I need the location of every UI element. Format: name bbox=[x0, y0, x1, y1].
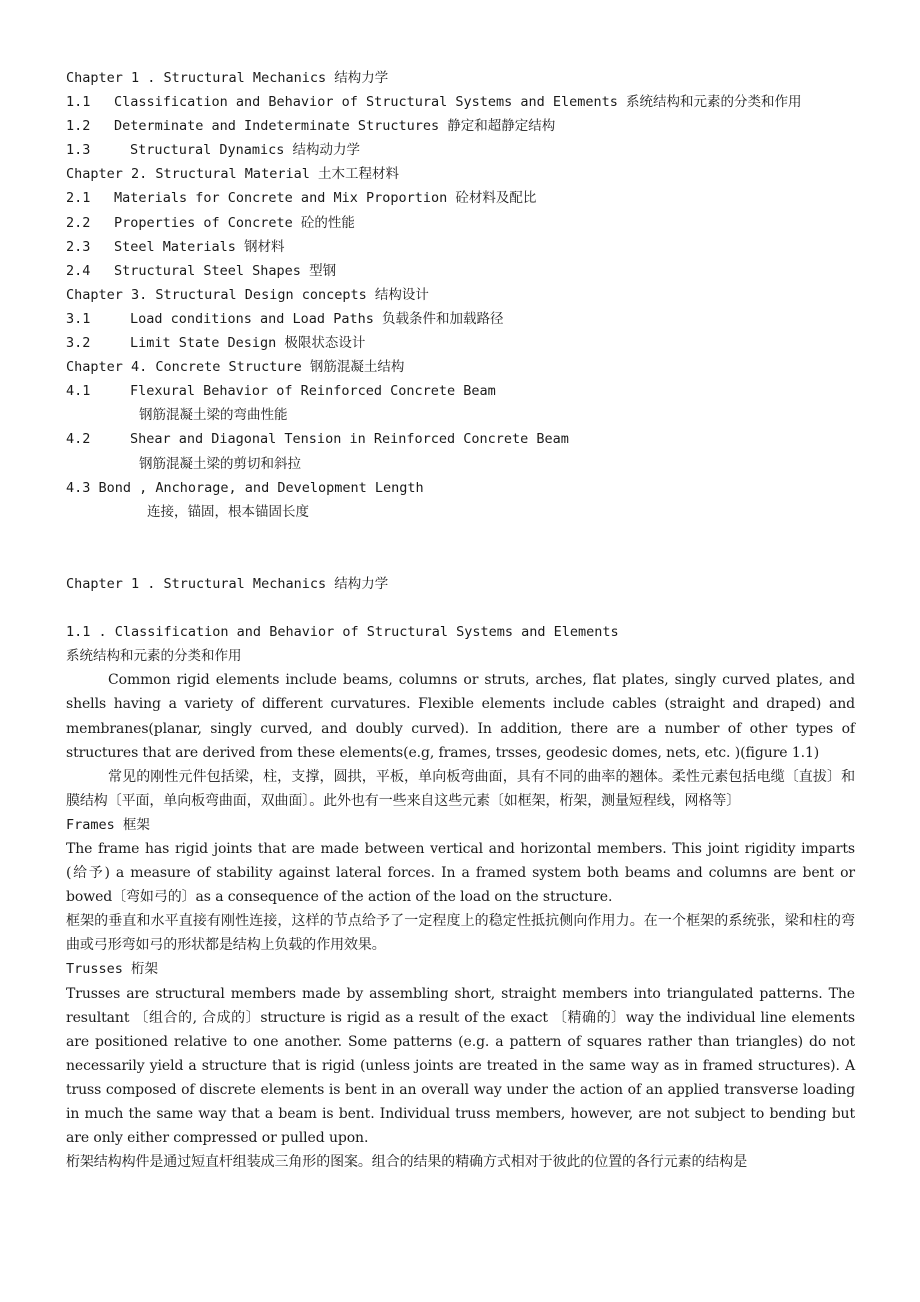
toc-num: 2.1 bbox=[66, 190, 91, 207]
toc-entry-2-2 bbox=[66, 211, 855, 235]
toc-entry-4-3-cn: 连接，锚固，根本锚固长度 bbox=[147, 503, 309, 520]
toc-num: 4.2 bbox=[66, 431, 91, 448]
toc-num: 2.4 bbox=[66, 262, 91, 279]
toc-entry-2-1 bbox=[66, 186, 855, 210]
toc-entry-3-2 bbox=[66, 331, 855, 355]
toc-label: Determinate and Indeterminate Structures 静定和超静定结构 bbox=[114, 118, 556, 135]
chapter-1-heading: Chapter 1 . Structural Mechanics 结构力学 bbox=[66, 575, 389, 592]
toc-entry-2-3 bbox=[66, 235, 855, 259]
toc-chapter-3: Chapter 3. Structural Design concepts 结构设计 bbox=[66, 286, 429, 303]
toc-num: 3.2 bbox=[66, 335, 91, 352]
toc-chapter-4: Chapter 4. Concrete Structure 钢筋混凝土结构 bbox=[66, 359, 405, 376]
toc-entry-4-2 bbox=[66, 427, 855, 451]
toc-label: Materials for Concrete and Mix Proportion 砼材料及配比 bbox=[114, 190, 537, 207]
spacer bbox=[66, 596, 855, 620]
toc-label: Properties of Concrete 砼的性能 bbox=[114, 214, 355, 231]
toc-entry-1-2 bbox=[66, 114, 855, 138]
toc-label: Structural Dynamics 结构动力学 bbox=[130, 142, 361, 159]
paragraph-trusses-cn: 桁架结构构件是通过短直杆组装成三角形的图案。组合的结果的精确方式相对于彼此的位置的各行元素的结构是 bbox=[66, 1154, 748, 1171]
toc-label: Flexural Behavior of Reinforced Concrete Beam bbox=[130, 383, 496, 400]
paragraph-frames-en: The frame has rigid joints that are made between vertical and horizontal members. This joint rigidity imparts (给予) a measure of stability against lateral forces. In a framed system both beams and columns are bent or bowed〔弯如弓的〕as a consequence of the action of the load on the structure. bbox=[66, 841, 855, 906]
toc-entry-3-1 bbox=[66, 307, 855, 331]
toc-label: Classification and Behavior of Structural Systems and Elements 系统结构和元素的分类和作用 bbox=[114, 94, 802, 111]
toc-entry-4-2-cn: 钢筋混凝土梁的剪切和斜拉 bbox=[139, 455, 301, 472]
toc-chapter-1: Chapter 1 . Structural Mechanics 结构力学 bbox=[66, 70, 389, 86]
paragraph-trusses-en: Trusses are structural members made by assembling short, straight members into triangulated patterns. The resultant 〔组合的, 合成的〕structure is rigid as a result of the exact 〔精确的〕way the individual line elements are positioned relative to one another. Some patterns (e.g. a pattern of squares rather than triangles) do not necessarily yield a structure that is rigid (unless joints are treated in the same way as in framed structures). A truss composed of discrete elements is bent in an overall way under the action of an applied transverse loading in much the same way that a beam is bent. Individual truss members, however, are not subject to bending but are only either compressed or pulled upon. bbox=[66, 985, 855, 1147]
toc-label: Structural Steel Shapes 型钢 bbox=[114, 262, 337, 279]
paragraph-elements-en: Common rigid elements include beams, columns or struts, arches, flat plates, singly curved plates, and shells having a variety of different curvatures. Flexible elements include cables (straight and draped) and membranes(planar, singly curved, and doubly curved). In addition, there are a number of other types of structures that are derived from these elements(e.g, frames, trsses, geodesic domes, nets, etc. )(figure 1.1) bbox=[66, 672, 855, 761]
trusses-heading: Trusses 桁架 bbox=[66, 961, 159, 978]
paragraph-frames-cn: 框架的垂直和水平直接有刚性连接，这样的节点给予了一定程度上的稳定性抵抗侧向作用力。在一个框架的系统张，梁和柱的弯曲或弓形弯如弓的形状都是结构上负载的作用效果。 bbox=[66, 913, 855, 954]
toc-label: Load conditions and Load Paths 负载条件和加载路径 bbox=[130, 310, 504, 327]
toc-chapter-2: Chapter 2. Structural Material 土木工程材料 bbox=[66, 166, 399, 183]
toc-entry-4-1 bbox=[66, 379, 855, 403]
spacer bbox=[66, 524, 855, 572]
toc-num: 1.2 bbox=[66, 118, 91, 135]
toc-num: 2.3 bbox=[66, 238, 91, 255]
paragraph-elements-cn: 常见的刚性元件包括梁，柱，支撑，圆拱，平板，单向板弯曲面，具有不同的曲率的翘体。柔性元素包括电缆〔直拔〕和膜结构〔平面，单向板弯曲面，双曲面〕。此外也有一些来自这些元素〔如框架，桁架，测量短程线，网格等〕 bbox=[66, 768, 855, 809]
section-1-1-heading: 1.1 . Classification and Behavior of Structural Systems and Elements bbox=[66, 624, 619, 641]
document-page bbox=[66, 66, 855, 1174]
toc-entry-2-4 bbox=[66, 259, 855, 283]
toc-entry-4-1-cn: 钢筋混凝土梁的弯曲性能 bbox=[139, 407, 288, 424]
frames-heading: Frames 框架 bbox=[66, 816, 150, 833]
toc-num: 3.1 bbox=[66, 310, 91, 327]
toc-entry-4-3: 4.3 Bond , Anchorage, and Development Length bbox=[66, 479, 424, 496]
section-1-1-cn-heading: 系统结构和元素的分类和作用 bbox=[66, 648, 242, 665]
toc-num: 4.1 bbox=[66, 383, 91, 400]
toc-label: Steel Materials 钢材料 bbox=[114, 238, 285, 255]
toc-num: 1.3 bbox=[66, 142, 91, 159]
toc-entry-1-3 bbox=[66, 138, 855, 162]
toc-num: 2.2 bbox=[66, 214, 91, 231]
toc-num: 1.1 bbox=[66, 94, 91, 111]
toc-label: Shear and Diagonal Tension in Reinforced Concrete Beam bbox=[130, 431, 569, 448]
toc-entry-1-1 bbox=[66, 90, 855, 114]
toc-label: Limit State Design 极限状态设计 bbox=[130, 335, 366, 352]
